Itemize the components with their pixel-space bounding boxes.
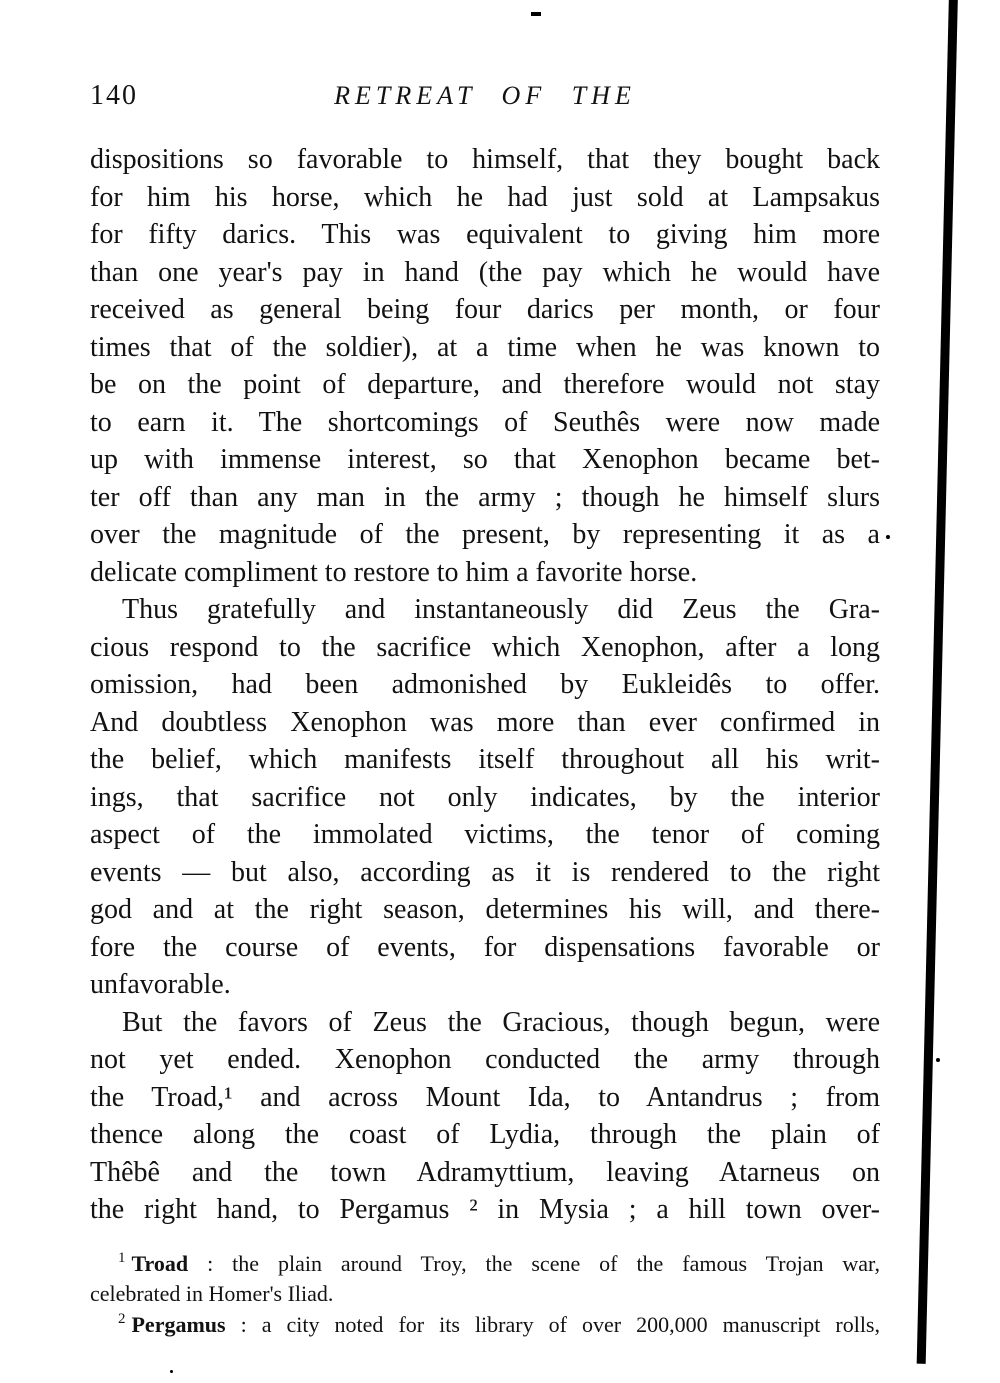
footnote bbox=[90, 1249, 880, 1310]
text-line: received as general being four darics per month, or four bbox=[90, 294, 880, 325]
text-line: delicate compliment to restore to him a favorite horse. bbox=[90, 556, 698, 588]
text-line: But the favors of Zeus the Gracious, though begun, were bbox=[122, 1006, 880, 1038]
paragraph bbox=[90, 591, 880, 1004]
text-line: the Troad,¹ and across Mount Ida, to Antandrus ; from bbox=[90, 1081, 880, 1113]
footnotes bbox=[90, 1249, 880, 1341]
footnote-marker: 2 bbox=[118, 1311, 126, 1328]
text-line: cious respond to the sacrifice which Xenophon, after a long bbox=[90, 631, 880, 663]
footnote-marker: 1 bbox=[118, 1250, 126, 1267]
running-title: RETREAT OF THE bbox=[334, 81, 636, 110]
scan-artifact-dot bbox=[886, 535, 890, 539]
text-line: the right hand, to Pergamus ² in Mysia ; a hill town over- bbox=[90, 1194, 880, 1225]
text-line: god and at the right season, determines his will, and there- bbox=[90, 894, 880, 925]
scan-gutter-line bbox=[917, 0, 958, 1364]
text-line: be on the point of departure, and therefore would not stay bbox=[90, 369, 880, 400]
scan-artifact-dash bbox=[531, 12, 541, 16]
text-line: the belief, which manifests itself throughout all his writ- bbox=[90, 744, 880, 775]
text-line: for him his horse, which he had just sold at Lampsakus bbox=[90, 181, 880, 213]
page-number: 140 bbox=[90, 80, 138, 111]
text-line: events — but also, according as it is rendered to the right bbox=[90, 856, 880, 888]
text-line: than one year's pay in hand (the pay which he would have bbox=[90, 256, 880, 288]
footnote-term: Troad bbox=[131, 1250, 189, 1276]
footnote-term: Pergamus bbox=[131, 1311, 226, 1337]
scan-artifact-dot bbox=[170, 1370, 173, 1373]
text-line: omission, had been admonished by Eukleidês to offer. bbox=[90, 669, 880, 700]
text-line: to earn it. The shortcomings of Seuthês were now made bbox=[90, 406, 880, 438]
body-text bbox=[90, 141, 880, 1229]
footnote-first-line: $^2$ Pergamus : a city noted for its library of over 200,000 manuscript rolls, bbox=[118, 1311, 880, 1337]
text-line: up with immense interest, so that Xenophon became bet- bbox=[90, 444, 880, 475]
scan-artifact-dot bbox=[936, 1058, 940, 1062]
text-line: not yet ended. Xenophon conducted the army through bbox=[90, 1044, 880, 1075]
paragraph bbox=[90, 141, 880, 591]
footnote-line: celebrated in Homer's Iliad. bbox=[90, 1281, 334, 1306]
footnote-first-line: $^1$ Troad : the plain around Troy, the scene of the famous Trojan war, bbox=[118, 1250, 880, 1276]
page-content bbox=[90, 80, 880, 1340]
text-line: for fifty darics. This was equivalent to giving him more bbox=[90, 219, 880, 250]
text-line: over the magnitude of the present, by representing it as a bbox=[90, 519, 880, 550]
text-line: times that of the soldier), at a time when he was known to bbox=[90, 331, 880, 363]
paragraph bbox=[90, 1004, 880, 1229]
text-line: aspect of the immolated victims, the tenor of coming bbox=[90, 819, 880, 850]
footnote bbox=[90, 1310, 880, 1341]
text-line: thence along the coast of Lydia, through the plain of bbox=[90, 1119, 880, 1150]
page-header bbox=[90, 80, 880, 111]
text-line: dispositions so favorable to himself, that they bought back bbox=[90, 144, 880, 175]
text-line: Thus gratefully and instantaneously did Zeus the Gra- bbox=[122, 594, 880, 625]
text-line: ings, that sacrifice not only indicates, by the interior bbox=[90, 781, 880, 813]
text-line: fore the course of events, for dispensations favorable or bbox=[90, 931, 880, 963]
text-line: ter off than any man in the army ; though he himself slurs bbox=[90, 481, 880, 513]
text-line: And doubtless Xenophon was more than ever confirmed in bbox=[90, 706, 880, 738]
text-line: unfavorable. bbox=[90, 969, 231, 1000]
text-line: Thêbê and the town Adramyttium, leaving Atarneus on bbox=[90, 1156, 880, 1188]
